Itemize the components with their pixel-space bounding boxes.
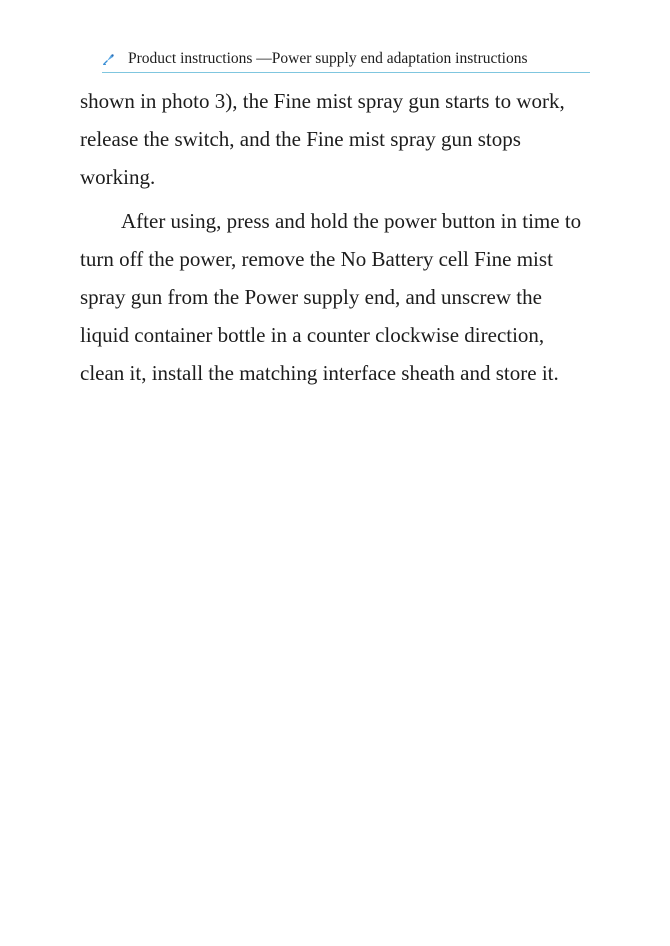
page-header xyxy=(102,48,590,73)
paragraph-continuation: shown in photo 3), the Fine mist spray gun starts to work, release the switch, and the Fine mist spray gun stops working. xyxy=(80,89,565,189)
pen-nib-icon xyxy=(102,51,116,65)
body-text xyxy=(80,82,592,392)
header-title: Product instructions —Power supply end adaptation instructions xyxy=(128,50,528,67)
paragraph-after-using: After using, press and hold the power button in time to turn off the power, remove the No Battery cell Fine mist spray gun from the Power supply end, and unscrew the liquid container bottle in a counter clockwise direction, clean it, install the matching interface sheath and store it. xyxy=(80,209,582,385)
